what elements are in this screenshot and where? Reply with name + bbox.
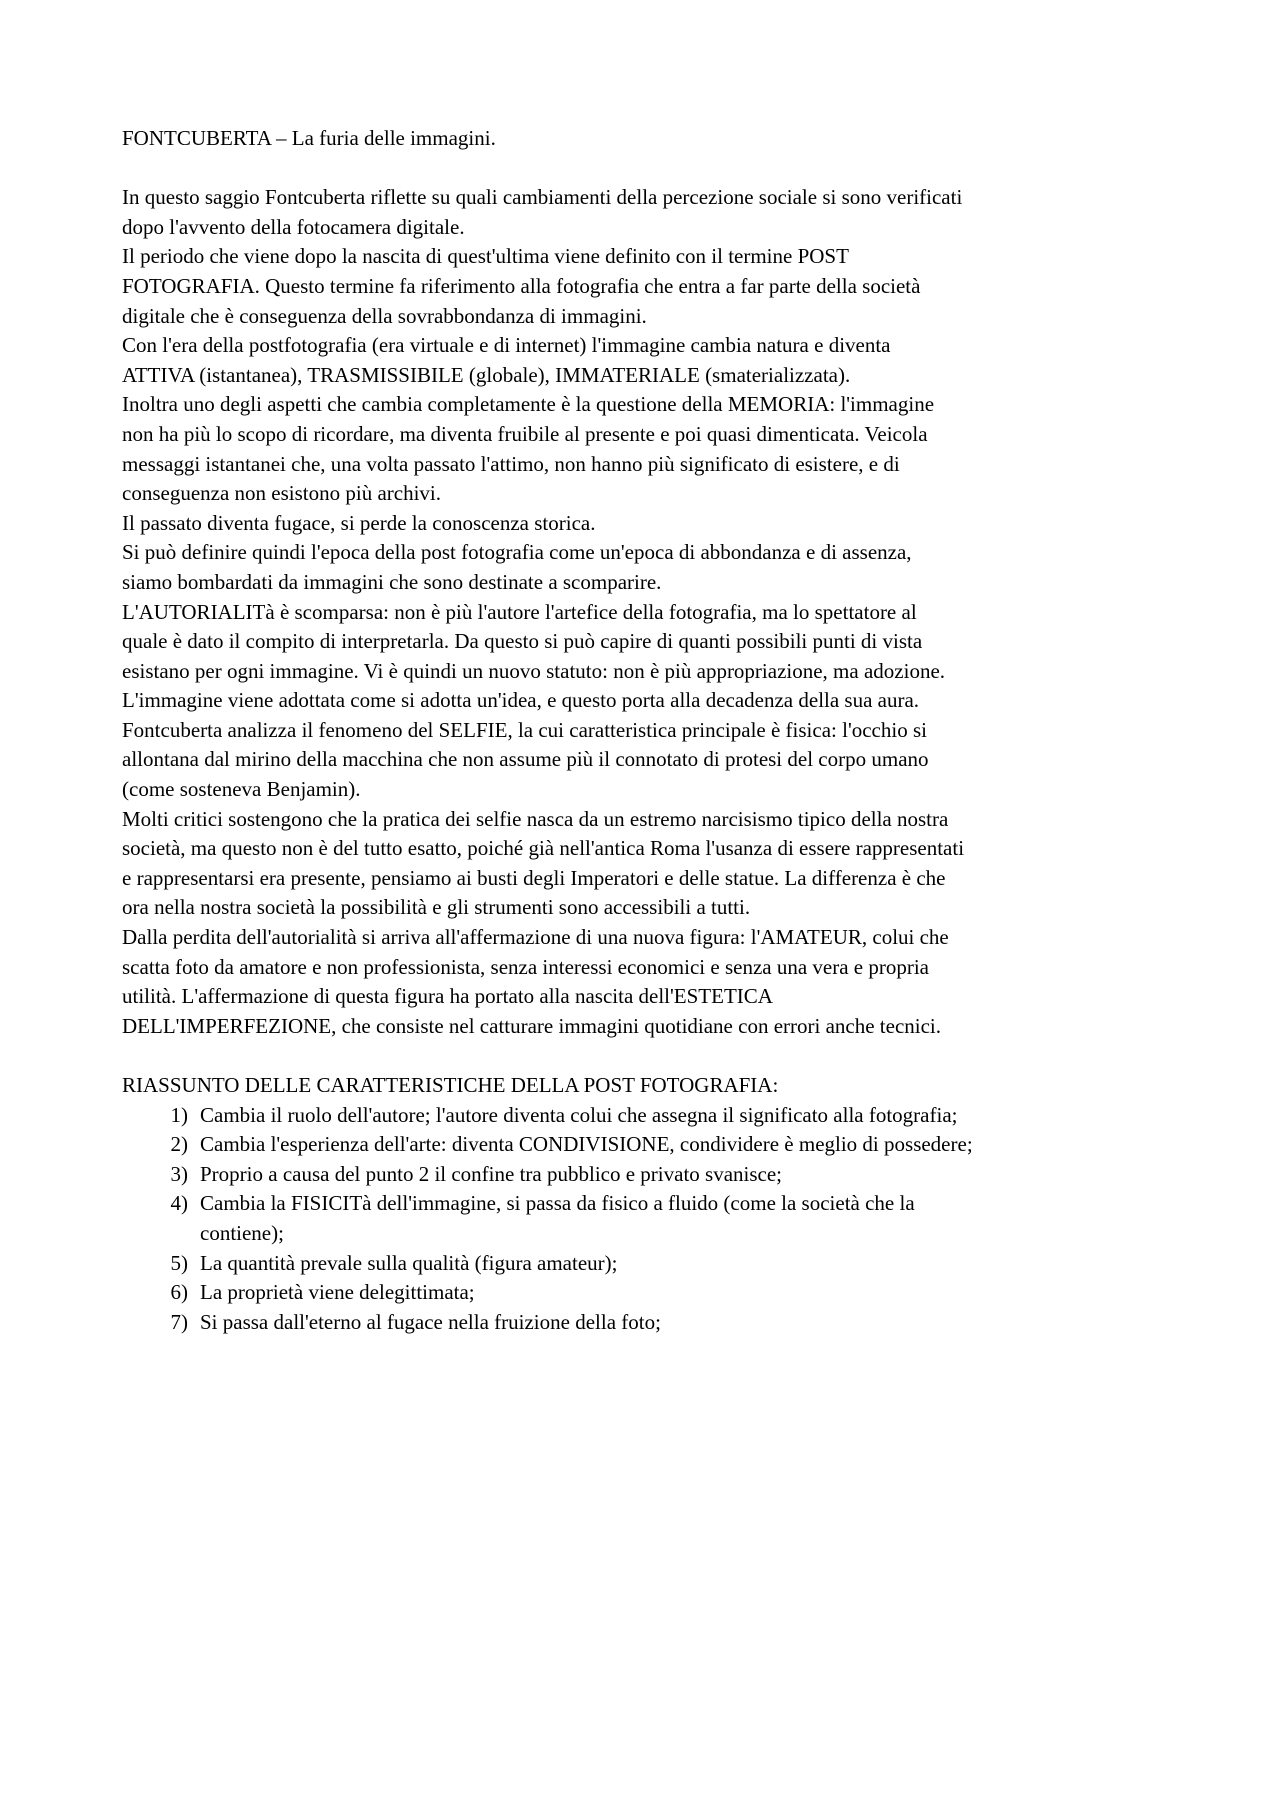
body-line: FOTOGRAFIA. Questo termine fa riferimento alla fotografia che entra a far parte della società bbox=[122, 273, 921, 298]
list-number: 6) bbox=[170, 1280, 188, 1305]
body-line: e rappresentarsi era presente, pensiamo ai busti degli Imperatori e delle statue. La differenza è che bbox=[122, 865, 946, 890]
list-item bbox=[122, 1249, 1172, 1279]
body-line: Fontcuberta analizza il fenomeno del SELFIE, la cui caratteristica principale è fisica: l'occhio si bbox=[122, 717, 927, 742]
body-line: digitale che è conseguenza della sovrabbondanza di immagini. bbox=[122, 303, 647, 328]
body-line: ora nella nostra società la possibilità e gli strumenti sono accessibili a tutti. bbox=[122, 895, 751, 920]
body-line: messaggi istantanei che, una volta passato l'attimo, non hanno più significato di esistere, e di bbox=[122, 451, 900, 476]
body-line: Molti critici sostengono che la pratica dei selfie nasca da un estremo narcisismo tipico della nostra bbox=[122, 806, 949, 831]
body-line: conseguenza non esistono più archivi. bbox=[122, 481, 441, 506]
blank-line bbox=[122, 1041, 1172, 1071]
list-text: Proprio a causa del punto 2 il confine tra pubblico e privato svanisce; bbox=[200, 1161, 783, 1186]
list-text: Cambia la FISICITà dell'immagine, si passa da fisico a fluido (come la società che la bbox=[200, 1191, 915, 1216]
body-line: Si può definire quindi l'epoca della post fotografia come un'epoca di abbondanza e di assenza, bbox=[122, 540, 912, 565]
body-line: Dalla perdita dell'autorialità si arriva all'affermazione di una nuova figura: l'AMATEUR, colui che bbox=[122, 925, 949, 950]
body-line: esistano per ogni immagine. Vi è quindi un nuovo statuto: non è più appropriazione, ma adozione. bbox=[122, 658, 946, 683]
list-number: 2) bbox=[170, 1132, 188, 1157]
list-item bbox=[122, 1130, 1172, 1160]
summary-list bbox=[122, 1101, 1172, 1338]
body-line: quale è dato il compito di interpretarla. Da questo si può capire di quanti possibili punti di vista bbox=[122, 629, 923, 654]
body-line: scatta foto da amatore e non professionista, senza interessi economici e senza una vera e propria bbox=[122, 954, 930, 979]
list-text: Si passa dall'eterno al fugace nella fruizione della foto; bbox=[200, 1309, 661, 1334]
body-line: Il passato diventa fugace, si perde la conoscenza storica. bbox=[122, 510, 596, 535]
list-item bbox=[122, 1308, 1172, 1338]
list-text: Cambia il ruolo dell'autore; l'autore diventa colui che assegna il significato alla fotografia; bbox=[200, 1102, 958, 1127]
list-item bbox=[122, 1189, 1172, 1219]
body-line: non ha più lo scopo di ricordare, ma diventa fruibile al presente e poi quasi dimenticata. Veicola bbox=[122, 421, 928, 446]
list-text: Cambia l'esperienza dell'arte: diventa CONDIVISIONE, condividere è meglio di possedere; bbox=[200, 1132, 973, 1157]
blank-line bbox=[122, 154, 1172, 184]
body-line: utilità. L'affermazione di questa figura ha portato alla nascita dell'ESTETICA bbox=[122, 984, 773, 1009]
list-item-continuation: contiene); bbox=[200, 1220, 284, 1245]
body-line: In questo saggio Fontcuberta riflette su quali cambiamenti della percezione sociale si sono verificati bbox=[122, 185, 963, 210]
list-text: La quantità prevale sulla qualità (figura amateur); bbox=[200, 1250, 618, 1275]
body-line: ATTIVA (istantanea), TRASMISSIBILE (globale), IMMATERIALE (smaterializzata). bbox=[122, 362, 851, 387]
body-line: allontana dal mirino della macchina che non assume più il connotato di protesi del corpo umano bbox=[122, 747, 929, 772]
list-number: 5) bbox=[170, 1250, 188, 1275]
body-line: Inoltra uno degli aspetti che cambia completamente è la questione della MEMORIA: l'immagine bbox=[122, 392, 935, 417]
document-body bbox=[122, 124, 1172, 1337]
summary-heading: RIASSUNTO DELLE CARATTERISTICHE DELLA POST FOTOGRAFIA: bbox=[122, 1073, 779, 1097]
body-line: Il periodo che viene dopo la nascita di quest'ultima viene definito con il termine POST bbox=[122, 244, 849, 269]
list-item bbox=[122, 1160, 1172, 1190]
list-number: 4) bbox=[170, 1191, 188, 1216]
body-paragraphs bbox=[122, 183, 1172, 1041]
list-number: 1) bbox=[170, 1102, 188, 1127]
body-line: siamo bombardati da immagini che sono destinate a scomparire. bbox=[122, 569, 662, 594]
body-line: L'AUTORIALITà è scomparsa: non è più l'autore l'artefice della fotografia, ma lo spettatore al bbox=[122, 599, 917, 624]
list-number: 3) bbox=[170, 1161, 188, 1186]
document-title: FONTCUBERTA – La furia delle immagini. bbox=[122, 126, 496, 150]
body-line: dopo l'avvento della fotocamera digitale. bbox=[122, 214, 465, 239]
body-line: (come sosteneva Benjamin). bbox=[122, 777, 361, 802]
list-number: 7) bbox=[170, 1309, 188, 1334]
body-line: Con l'era della postfotografia (era virtuale e di internet) l'immagine cambia natura e diventa bbox=[122, 333, 891, 358]
list-item bbox=[122, 1101, 1172, 1131]
body-line: DELL'IMPERFEZIONE, che consiste nel catturare immagini quotidiane con errori anche tecnici. bbox=[122, 1013, 942, 1038]
list-text: La proprietà viene delegittimata; bbox=[200, 1280, 475, 1305]
body-line: L'immagine viene adottata come si adotta un'idea, e questo porta alla decadenza della sua aura. bbox=[122, 688, 920, 713]
body-line: società, ma questo non è del tutto esatto, poiché già nell'antica Roma l'usanza di essere rappresentati bbox=[122, 836, 965, 861]
list-item bbox=[122, 1278, 1172, 1308]
